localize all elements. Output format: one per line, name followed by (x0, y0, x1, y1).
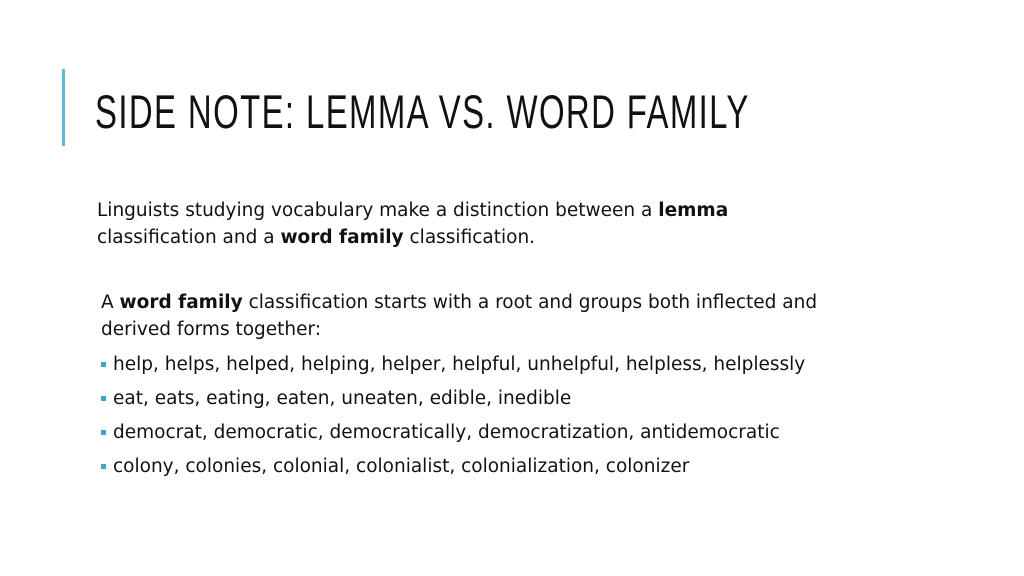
word-family-paragraph (101, 289, 817, 343)
text: Linguists studying vocabulary make a distinction between a (97, 200, 659, 221)
list-item (101, 384, 805, 418)
list-item (101, 350, 805, 384)
text: A (101, 292, 120, 313)
bullet-square-icon (101, 464, 106, 469)
text: derived forms together: (101, 319, 322, 340)
list-item-text: help, helps, helped, helping, helper, helpful, unhelpful, helpless, helplessly (113, 354, 806, 375)
bullet-square-icon (101, 430, 106, 435)
list-item-text: eat, eats, eating, eaten, uneaten, edible, inedible (113, 388, 572, 409)
intro-paragraph (97, 197, 728, 251)
example-list (101, 350, 805, 486)
text: classification starts with a root and groups both inflected and (242, 292, 818, 313)
text: classification. (403, 227, 536, 248)
title-accent-bar (62, 69, 65, 146)
bold-term-word-family: word family (119, 292, 243, 313)
slide-title: SIDE NOTE: LEMMA VS. WORD FAMILY (95, 85, 750, 138)
list-item (101, 418, 805, 452)
bullet-square-icon (101, 396, 106, 401)
list-item-text: democrat, democratic, democratically, democratization, antidemocratic (113, 422, 780, 443)
list-item (101, 452, 805, 486)
list-item-text: colony, colonies, colonial, colonialist, colonialization, colonizer (113, 456, 690, 477)
bold-term-lemma: lemma (658, 200, 729, 221)
bullet-square-icon (101, 362, 106, 367)
text: classification and a (97, 227, 281, 248)
bold-term-word-family: word family (280, 227, 404, 248)
